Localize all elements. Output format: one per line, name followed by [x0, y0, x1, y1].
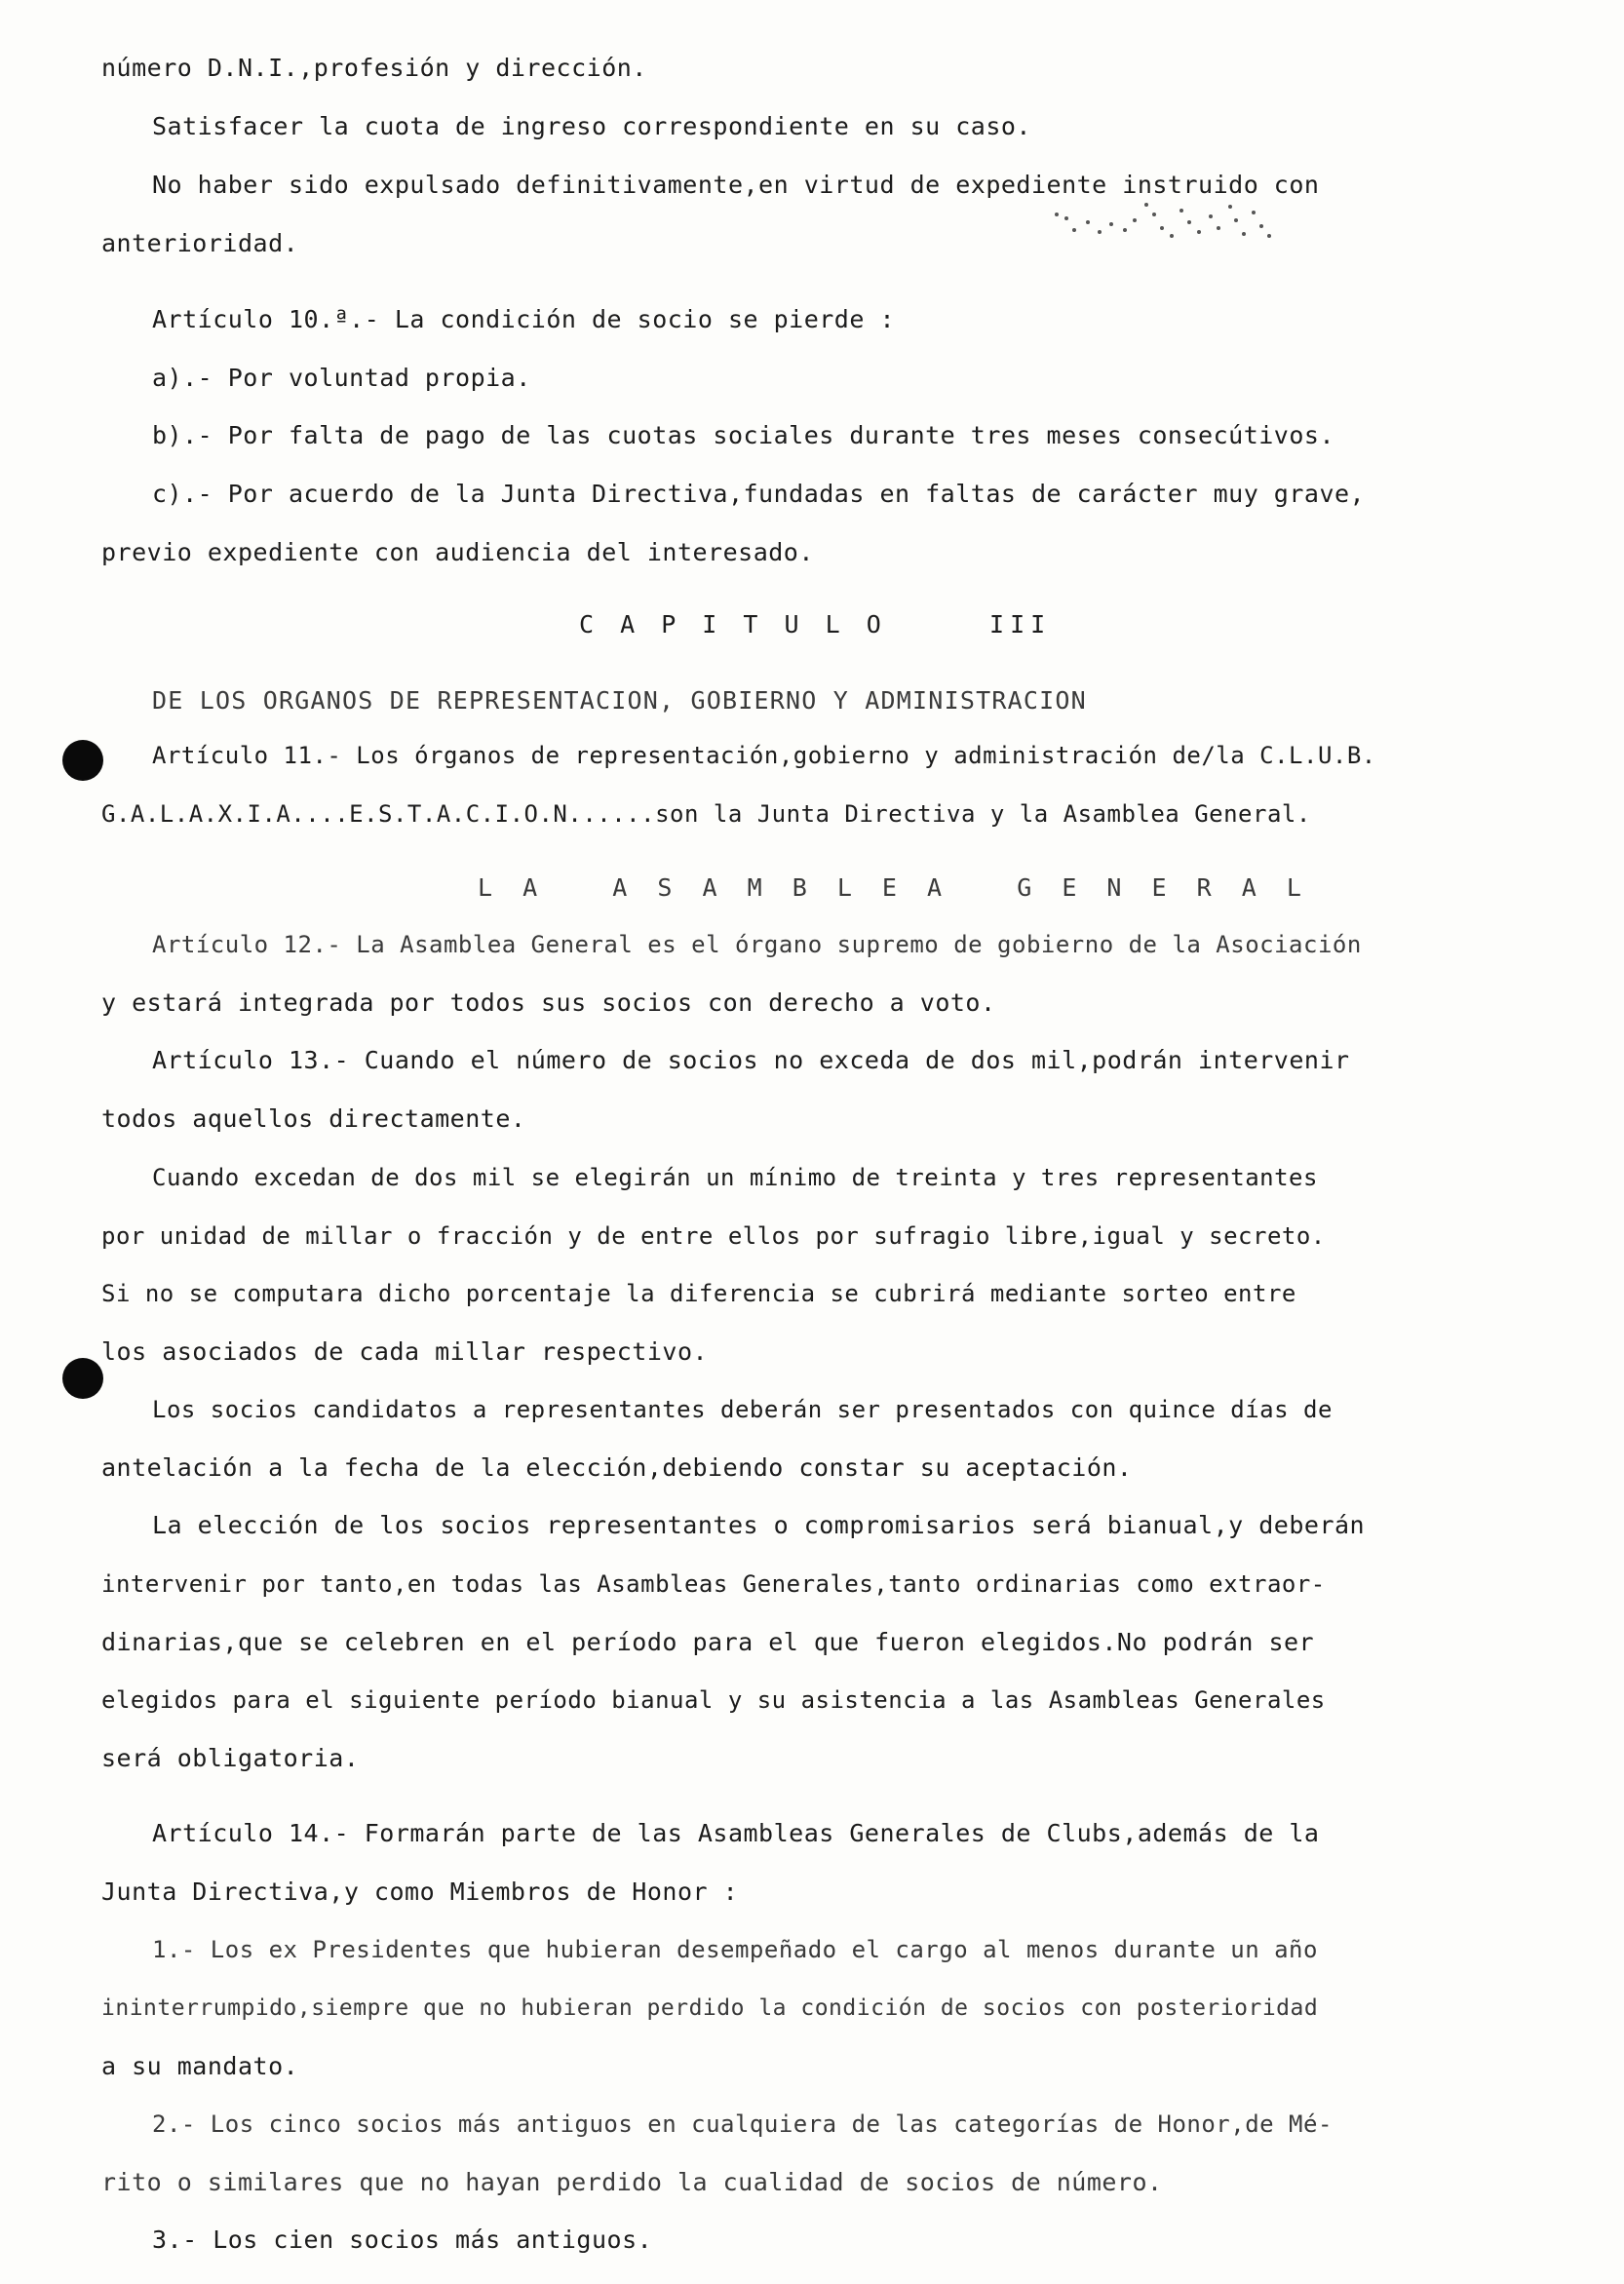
text-line-2: Satisfacer la cuota de ingreso correspondiente en su caso. [152, 112, 1031, 140]
list-item-2-line-1: 2.- Los cinco socios más antiguos en cualquiera de las categorías de Honor,de Mé- [152, 2110, 1333, 2138]
chapter-subtitle: DE LOS ORGANOS DE REPRESENTACION, GOBIERNO Y ADMINISTRACION [152, 686, 1087, 715]
article-14-line-1: Artículo 14.- Formarán parte de las Asambleas Generales de Clubs,además de la [152, 1819, 1320, 1847]
punch-hole-bottom [62, 1358, 103, 1399]
article-13-line-1: Artículo 13.- Cuando el número de socios no exceda de dos mil,podrán intervenir [152, 1046, 1350, 1074]
text-line-29: será obligatoria. [101, 1744, 360, 1772]
chapter-title: C A P I T U L O III [579, 610, 1052, 639]
text-line-3: No haber sido expulsado definitivamente,en virtud de expediente instruido con [152, 171, 1320, 199]
list-item-1-line-2: ininterrumpido,siempre que no hubieran perdido la condición de socios con posterioridad [101, 1995, 1319, 2021]
text-line-20: por unidad de millar o fracción y de entre ellos por sufragio libre,igual y secreto. [101, 1222, 1326, 1250]
text-line-21: Si no se computara dicho porcentaje la diferencia se cubrirá mediante sorteo entre [101, 1280, 1296, 1307]
list-item-1-line-1: 1.- Los ex Presidentes que hubieran desempeñado el cargo al menos durante un año [152, 1936, 1318, 1963]
article-12-line-1: Artículo 12.- La Asamblea General es el órgano supremo de gobierno de la Asociación [152, 931, 1362, 958]
list-item-3: 3.- Los cien socios más antiguos. [152, 2226, 653, 2254]
text-line-25: La elección de los socios representantes o compromisarios será bianual,y deberán [152, 1511, 1366, 1539]
article-13-line-2: todos aquellos directamente. [101, 1104, 526, 1133]
text-line-23: Los socios candidatos a representantes deberán ser presentados con quince días de [152, 1396, 1333, 1423]
text-line-24: antelación a la fecha de la elección,debiendo constar su aceptación. [101, 1453, 1133, 1482]
text-line-28: elegidos para el siguiente período bianual y su asistencia a las Asambleas Generales [101, 1686, 1326, 1714]
text-line-1: número D.N.I.,profesión y dirección. [101, 54, 647, 82]
article-11-line-1: Artículo 11.- Los órganos de representación,gobierno y administración de/la C.L.U.B. [152, 742, 1376, 769]
text-line-19: Cuando excedan de dos mil se elegirán un mínimo de treinta y tres representantes [152, 1164, 1318, 1191]
section-title-asamblea: L A A S A M B L E A G E N E R A L [478, 873, 1309, 902]
text-line-8: c).- Por acuerdo de la Junta Directiva,fundadas en faltas de carácter muy grave, [152, 480, 1366, 508]
list-item-1-line-3: a su mandato. [101, 2052, 299, 2080]
text-line-9: previo expediente con audiencia del interesado. [101, 538, 814, 566]
article-14-line-2: Junta Directiva,y como Miembros de Honor : [101, 1878, 739, 1906]
list-item-2-line-2: rito o similares que no hayan perdido la cualidad de socios de número. [101, 2168, 1163, 2196]
text-line-4: anterioridad. [101, 229, 299, 257]
article-11-line-2: G.A.L.A.X.I.A....E.S.T.A.C.I.O.N......son la Junta Directiva y la Asamblea General. [101, 800, 1311, 828]
article-12-line-2: y estará integrada por todos sus socios con derecho a voto. [101, 988, 996, 1017]
text-line-6: a).- Por voluntad propia. [152, 364, 531, 392]
dotted-stamp-mark [1053, 193, 1277, 240]
text-line-26: intervenir por tanto,en todas las Asambleas Generales,tanto ordinarias como extraor- [101, 1570, 1326, 1598]
text-line-22: los asociados de cada millar respectivo. [101, 1337, 709, 1366]
punch-hole-top [62, 740, 103, 781]
article-10-heading: Artículo 10.ª.- La condición de socio se pierde : [152, 305, 896, 333]
text-line-7: b).- Por falta de pago de las cuotas sociales durante tres meses consecútivos. [152, 421, 1334, 449]
text-line-27: dinarias,que se celebren en el período para el que fueron elegidos.No podrán ser [101, 1628, 1315, 1656]
